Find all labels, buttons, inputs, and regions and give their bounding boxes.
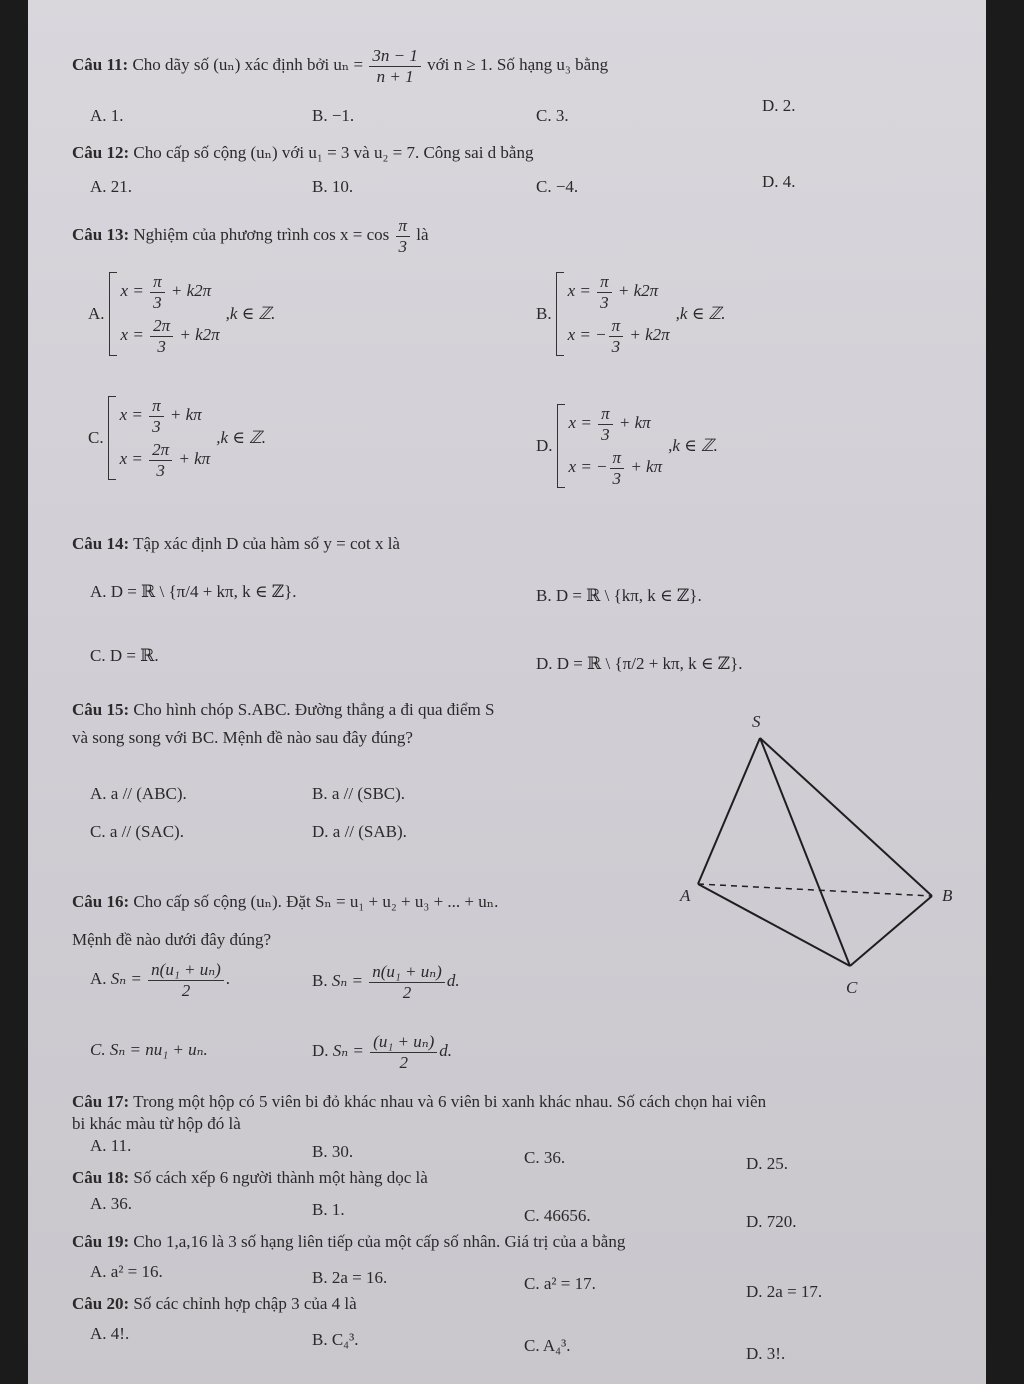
- q16-option-b[interactable]: B. Sₙ = $\frac{\text{n(u₁ + uₙ)}}{2}$ d.: [312, 962, 460, 1002]
- q16-option-c[interactable]: C. Sₙ = nu₁ + uₙ.: [90, 1040, 208, 1059]
- q19-option-b[interactable]: B. 2a = 16.: [312, 1268, 388, 1287]
- q12-option-b[interactable]: B. 10.: [312, 177, 354, 196]
- q16-option-a[interactable]: A. Sₙ = $\frac{\text{n(u₁ + uₙ)}}{2}$ .: [90, 960, 230, 1000]
- q18-option-c[interactable]: C. 46656.: [524, 1206, 591, 1225]
- vertex-label-a: A: [680, 886, 691, 905]
- question-18: Câu 18: Số cách xếp 6 người thành một hàng dọc là: [72, 1168, 428, 1187]
- q15-option-d[interactable]: D. a // (SAB).: [312, 822, 407, 841]
- question-14: Câu 14: Tập xác định D của hàm số y = cot x là: [72, 534, 400, 553]
- q20-option-c[interactable]: C. A₄³.: [524, 1336, 571, 1355]
- question-11: Câu 11: Cho dãy số (uₙ) xác định bởi uₙ = $\frac{3n - 1}{n + 1}$ với n ≥ 1. Số hạng u₃ bằng: [72, 46, 609, 86]
- q15-option-a[interactable]: A. a // (ABC).: [90, 784, 187, 803]
- q13-option-c[interactable]: C. x = $\frac{\pi}{3}$ + kπ x = $\frac{2\pi}{3}$ + kπ ,k ∈ ℤ.: [88, 396, 266, 480]
- q12-option-a[interactable]: A. 21.: [90, 177, 133, 196]
- vertex-label-b: B: [942, 886, 953, 905]
- pyramid-figure: [660, 700, 980, 1010]
- question-15: Câu 15: Cho hình chóp S.ABC. Đường thẳng a đi qua điểm S: [72, 700, 495, 719]
- vertex-label-c: C: [846, 978, 858, 997]
- q20-option-b[interactable]: B. C₄³.: [312, 1330, 359, 1349]
- q14-option-a[interactable]: A. D = ℝ \ {π/4 + kπ, k ∈ ℤ}.: [90, 582, 297, 601]
- question-19: Câu 19: Cho 1,a,16 là 3 số hạng liên tiếp của một cấp số nhân. Giá trị của a bằng: [72, 1232, 626, 1251]
- q18-option-d[interactable]: D. 720.: [746, 1212, 797, 1231]
- question-12: Câu 12: Cho cấp số cộng (uₙ) với u₁ = 3 và u₂ = 7. Công sai d bằng: [72, 143, 534, 162]
- q14-option-d[interactable]: D. D = ℝ \ {π/2 + kπ, k ∈ ℤ}.: [536, 654, 743, 673]
- question-17-line2: bi khác màu từ hộp đó là: [72, 1114, 241, 1133]
- q20-option-a[interactable]: A. 4!.: [90, 1324, 130, 1343]
- q11-option-c[interactable]: C. 3.: [536, 106, 569, 125]
- fraction: $\frac{3n - 1}{n + 1}$: [369, 46, 420, 86]
- vertex-label-s: S: [752, 712, 761, 731]
- question-16-line2: Mệnh đề nào dưới đây đúng?: [72, 930, 272, 949]
- q14-option-b[interactable]: B. D = ℝ \ {kπ, k ∈ ℤ}.: [536, 586, 702, 605]
- question-16: Câu 16: Cho cấp số cộng (uₙ). Đặt Sₙ = u₁ + u₂ + u₃ + ... + uₙ.: [72, 892, 499, 911]
- q11-option-b[interactable]: B. −1.: [312, 106, 355, 125]
- q18-option-a[interactable]: A. 36.: [90, 1194, 133, 1213]
- question-17: Câu 17: Trong một hộp có 5 viên bi đỏ khác nhau và 6 viên bi xanh khác nhau. Số cách chọn hai viên: [72, 1092, 767, 1111]
- q11-option-d[interactable]: D. 2.: [762, 96, 796, 115]
- q13-option-a[interactable]: A. x = $\frac{\pi}{3}$ + k2π x = $\frac{2\pi}{3}$ + k2π ,k ∈ ℤ.: [88, 272, 276, 356]
- q20-option-d[interactable]: D. 3!.: [746, 1344, 786, 1363]
- q14-option-c[interactable]: C. D = ℝ.: [90, 646, 159, 665]
- question-13: Câu 13: Nghiệm của phương trình cos x = cos $\frac{\pi}{3}$ là: [72, 216, 429, 256]
- q17-option-c[interactable]: C. 36.: [524, 1148, 566, 1167]
- q18-option-b[interactable]: B. 1.: [312, 1200, 345, 1219]
- question-15-line2: và song song với BC. Mệnh đề nào sau đây đúng?: [72, 728, 413, 747]
- q17-option-b[interactable]: B. 30.: [312, 1142, 354, 1161]
- q19-option-d[interactable]: D. 2a = 17.: [746, 1282, 823, 1301]
- q19-option-c[interactable]: C. a² = 17.: [524, 1274, 596, 1293]
- question-20: Câu 20: Số các chỉnh hợp chập 3 của 4 là: [72, 1294, 357, 1313]
- q16-option-d[interactable]: D. Sₙ = $\frac{\text{(u₁ + uₙ)}}{2}$ d.: [312, 1032, 452, 1072]
- q17-option-a[interactable]: A. 11.: [90, 1136, 132, 1155]
- q17-option-d[interactable]: D. 25.: [746, 1154, 789, 1173]
- q13-option-b[interactable]: B. x = $\frac{\pi}{3}$ + k2π x = − $\frac{\pi}{3}$ + k2π ,k ∈ ℤ.: [536, 272, 726, 356]
- q15-option-b[interactable]: B. a // (SBC).: [312, 784, 406, 803]
- q19-option-a[interactable]: A. a² = 16.: [90, 1262, 163, 1281]
- q11-option-a[interactable]: A. 1.: [90, 106, 124, 125]
- q12-option-c[interactable]: C. −4.: [536, 177, 579, 196]
- q13-option-d[interactable]: D. x = $\frac{\pi}{3}$ + kπ x = − $\frac{\pi}{3}$ + kπ ,k ∈ ℤ.: [536, 404, 718, 488]
- q12-option-d[interactable]: D. 4.: [762, 172, 796, 191]
- q15-option-c[interactable]: C. a // (SAC).: [90, 822, 184, 841]
